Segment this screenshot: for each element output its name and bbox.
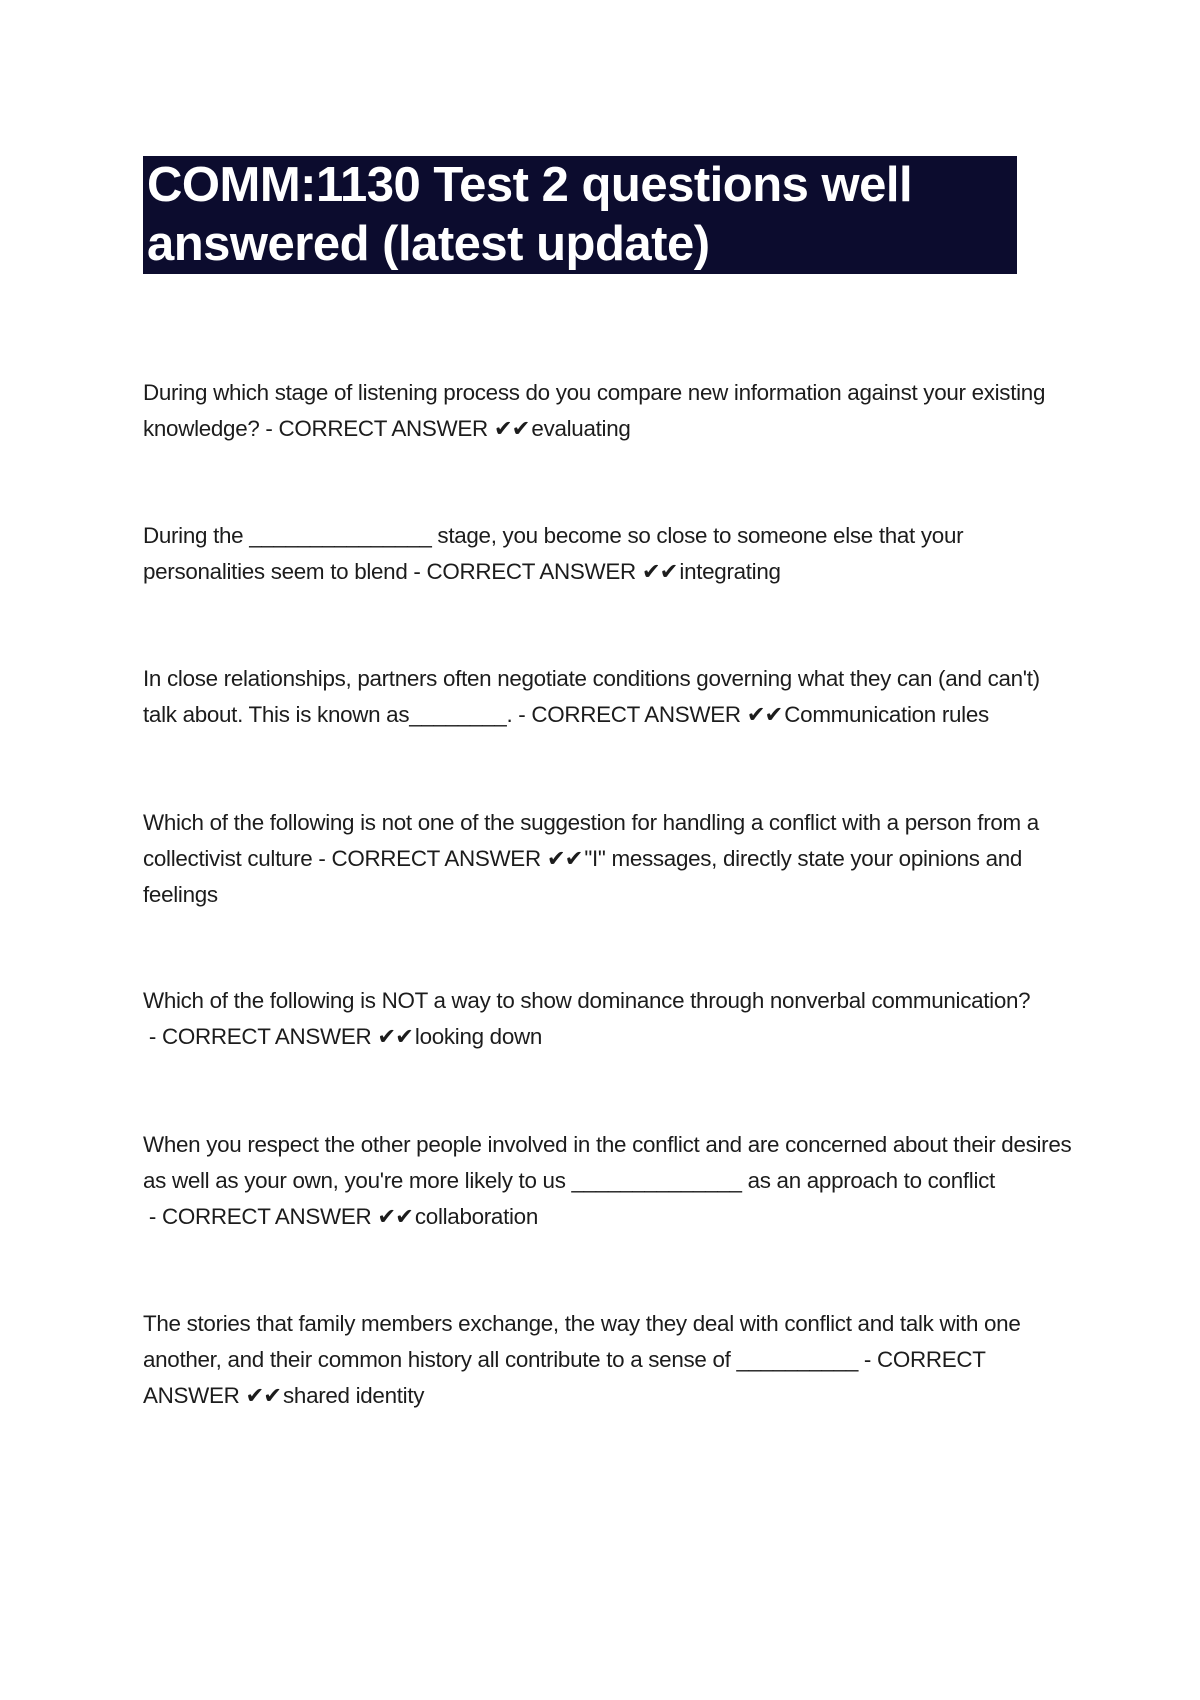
correct-answer-label: CORRECT ANSWER: [531, 702, 741, 727]
answer-separator: -: [857, 1347, 877, 1372]
title-banner: [143, 156, 1017, 274]
qa-item: [143, 805, 1073, 913]
qa-item: [143, 1306, 1073, 1414]
answer-text: looking down: [414, 1024, 543, 1049]
double-check-icon: ✔✔: [493, 416, 530, 441]
answer-text: shared identity: [283, 1383, 425, 1408]
correct-answer-label: CORRECT ANSWER: [162, 1024, 372, 1049]
question-text: During the _______________ stage, you become so close to someone else that your personalities seem to blend: [143, 523, 964, 584]
answer-separator: -: [143, 1204, 162, 1229]
question-text: During which stage of listening process do you compare new information against your existing knowledge?: [143, 380, 1046, 441]
question-text: The stories that family members exchange, the way they deal with conflict and talk with one another, and their common history all contribute to a sense of __________: [143, 1311, 1021, 1372]
question-text: Which of the following is not one of the suggestion for handling a conflict with a person from a collectivist culture: [143, 810, 1039, 871]
qa-item: [143, 661, 1073, 733]
answer-text: Communication rules: [784, 702, 989, 727]
answer-text: "I" messages, directly state your opinions and feelings: [143, 846, 1023, 907]
qa-item: [143, 518, 1073, 590]
answer-text: collaboration: [414, 1204, 538, 1229]
document-title: COMM:1130 Test 2 questions well answered (latest update): [147, 158, 913, 271]
double-check-icon: ✔✔: [377, 1024, 413, 1049]
question-text: Which of the following is NOT a way to show dominance through nonverbal communication?: [143, 988, 1031, 1013]
correct-answer-label: CORRECT ANSWER: [278, 416, 488, 441]
question-text: In close relationships, partners often negotiate conditions governing what they can (and can't) talk about. This is known as________.: [143, 666, 1040, 727]
correct-answer-label: CORRECT ANSWER: [331, 846, 541, 871]
answer-text: evaluating: [531, 416, 631, 441]
qa-item: [143, 375, 1073, 447]
correct-answer-label: CORRECT ANSWER: [143, 1347, 986, 1408]
answer-text: integrating: [679, 559, 781, 584]
answer-separator: -: [143, 1024, 162, 1049]
double-check-icon: ✔✔: [245, 1383, 282, 1408]
double-check-icon: ✔✔: [546, 846, 583, 871]
answer-separator: -: [512, 702, 532, 727]
double-check-icon: ✔✔: [377, 1204, 413, 1229]
correct-answer-label: CORRECT ANSWER: [162, 1204, 372, 1229]
double-check-icon: ✔✔: [641, 559, 678, 584]
qa-item: [143, 1127, 1073, 1235]
qa-item: [143, 983, 1073, 1055]
question-text: When you respect the other people involved in the conflict and are concerned about their desires as well as your own, you're more likely to us ______________ as an approach to conflict: [143, 1132, 1072, 1193]
answer-separator: -: [407, 559, 427, 584]
correct-answer-label: CORRECT ANSWER: [426, 559, 636, 584]
answer-separator: -: [312, 846, 332, 871]
answer-separator: -: [259, 416, 279, 441]
double-check-icon: ✔✔: [746, 702, 783, 727]
